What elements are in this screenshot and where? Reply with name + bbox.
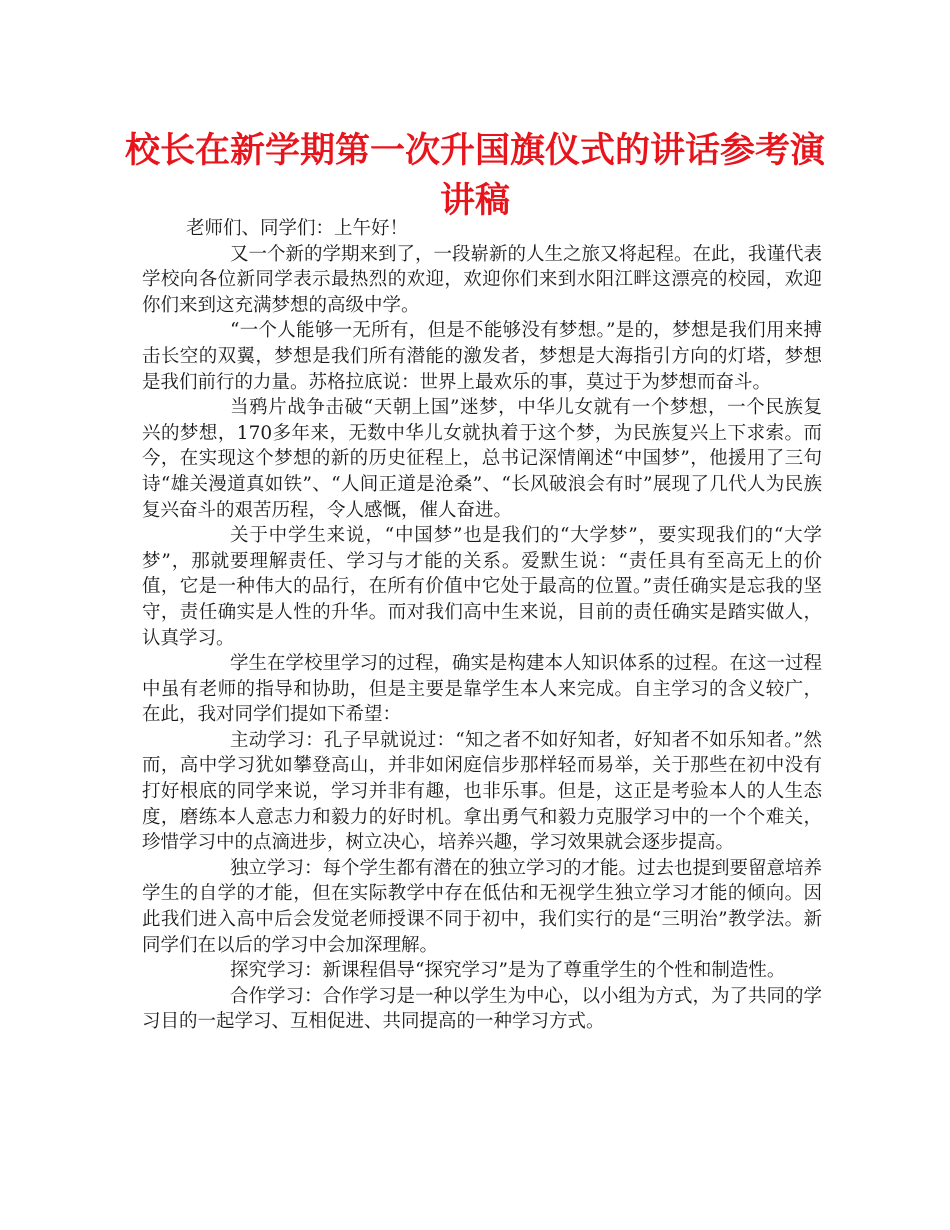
paragraph-inquiry-learning: 探究学习：新课程倡导“探究学习”是为了尊重学生的个性和制造性。 bbox=[230, 960, 786, 982]
paragraph-dream: “一个人能够一无所有，但是不能够没有梦想。”是的，梦想是我们用来搏击长空的双翼，梦想是我们所有潜能的激发者，梦想是大海指引方向的灯塔，梦想是我们前行的力量。苏格拉底说：世界上最欢乐的事，莫过于为梦想而奋斗。 bbox=[142, 320, 822, 393]
paragraph-greeting: 老师们、同学们：上午好！ bbox=[186, 218, 409, 239]
paragraph-independent-learning: 独立学习：每个学生都有潜在的独立学习的才能。过去也提到要留意培养学生的自学的才能，但在实际教学中存在低估和无视学生独立学习才能的倾向。因此我们进入高中后会发觉老师授课不同于初中，我们实行的是“三明治”教学法。新同学们在以后的学习中会加深理解。 bbox=[142, 857, 823, 956]
document-title: 校长在新学期第一次升国旗仪式的讲话参考演讲稿 bbox=[124, 131, 825, 221]
document-body bbox=[142, 216, 822, 1035]
paragraph-china-dream: 当鸦片战争击破“天朝上国”迷梦，中华儿女就有一个梦想，一个民族复兴的梦想，170多年来，无数中华儿女就执着于这个梦，为民族复兴上下求索。而今，在实现这个梦想的新的历史征程上，总书记深情阐述“中国梦”，他援用了三句诗“雄关漫道真如铁”、“人间正道是沧桑”、“长风破浪会有时”展现了几代人为民族复兴奋斗的艰苦历程，令人感慨，催人奋进。 bbox=[142, 397, 822, 521]
paragraph-cooperative-learning: 合作学习：合作学习是一种以学生为中心，以小组为方式，为了共同的学习目的一起学习、互相促进、共同提高的一种学习方式。 bbox=[142, 985, 823, 1033]
paragraph-active-learning: 主动学习：孔子早就说过：“知之者不如好知者，好知者不如乐知者。”然而，高中学习犹如攀登高山，并非如闲庭信步那样轻而易举，关于那些在初中没有打好根底的同学来说，学习并非有趣，也非乐事。但是，这正是考验本人的人生态度，磨练本人意志力和毅力的好时机。拿出勇气和毅力克服学习中的一个个难关，珍惜学习中的点滴进步，树立决心，培养兴趣，学习效果就会逐步提高。 bbox=[142, 729, 822, 854]
paragraph-welcome: 又一个新的学期来到了，一段崭新的人生之旅又将起程。在此，我谨代表学校向各位新同学表示最热烈的欢迎，欢迎你们来到水阳江畔这漂亮的校园，欢迎你们来到这充满梦想的高级中学。 bbox=[142, 243, 823, 316]
paragraph-learning-process: 学生在学校里学习的过程，确实是构建本人知识体系的过程。在这一过程中虽有老师的指导和协助，但是主要是靠学生本人来完成。自主学习的含义较广，在此，我对同学们提如下希望： bbox=[142, 653, 823, 726]
paragraph-responsibility: 关于中学生来说，“中国梦”也是我们的“大学梦”，要实现我们的“大学梦”，那就要理解责任、学习与才能的关系。爱默生说：“责任具有至高无上的价值，它是一种伟大的品行，在所有价值中它处于最高的位置。”责任确实是忘我的坚守，责任确实是人性的升华。而对我们高中生来说，目前的责任确实是踏实做人，认真学习。 bbox=[142, 525, 822, 649]
